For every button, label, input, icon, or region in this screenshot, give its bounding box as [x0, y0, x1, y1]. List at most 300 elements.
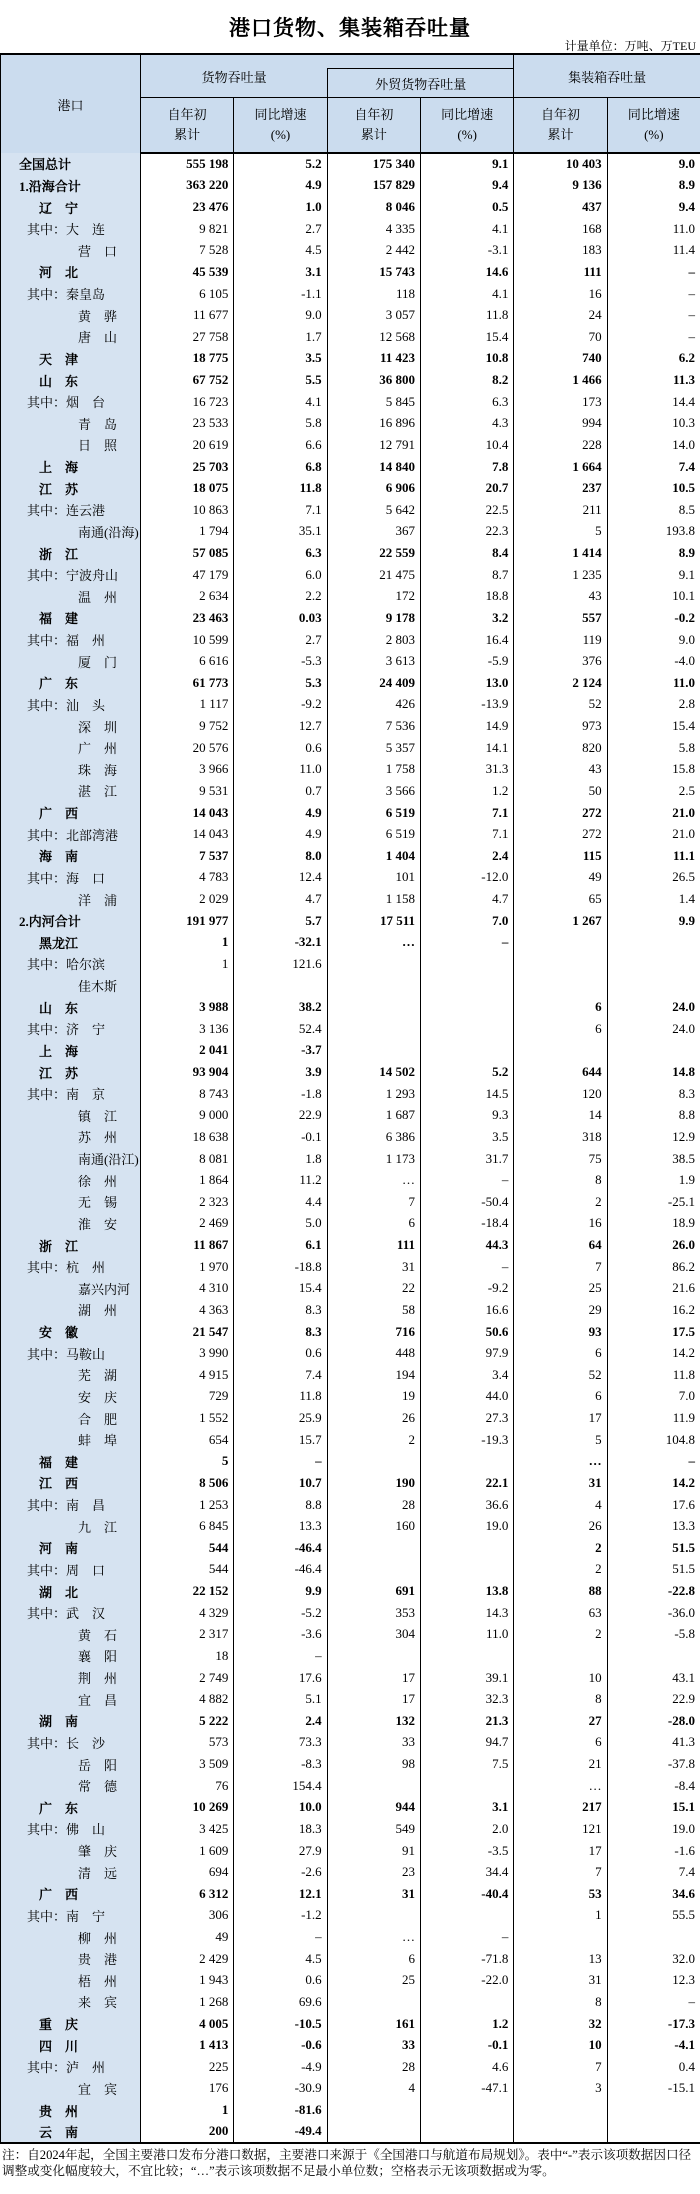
- value-cell: 70: [514, 326, 607, 348]
- value-cell: 4.9: [234, 823, 327, 845]
- value-cell: 61 773: [141, 672, 234, 694]
- value-cell: 22.5: [421, 499, 514, 521]
- table-row: [1, 953, 700, 975]
- value-cell: 26: [327, 1407, 420, 1429]
- value-cell: [421, 1991, 514, 2013]
- value-cell: 5 222: [141, 1710, 234, 1732]
- value-cell: 4.9: [234, 802, 327, 824]
- value-cell: 1 293: [327, 1083, 420, 1105]
- port-name: 其中：连云港: [1, 499, 141, 521]
- table-row: [1, 1234, 700, 1256]
- value-cell: 2: [514, 1624, 607, 1646]
- value-cell: 8.7: [421, 564, 514, 586]
- table-row: [1, 867, 700, 889]
- port-name: 常 德: [1, 1775, 141, 1797]
- port-name: 海 南: [1, 845, 141, 867]
- value-cell: 23 476: [141, 196, 234, 218]
- port-name: 宜 宾: [1, 2078, 141, 2100]
- value-cell: 1 758: [327, 759, 420, 781]
- value-cell: 19.0: [607, 1818, 700, 1840]
- table-row: [1, 1083, 700, 1105]
- value-cell: 2.7: [234, 629, 327, 651]
- value-cell: 13.3: [607, 1515, 700, 1537]
- value-cell: 43.1: [607, 1667, 700, 1689]
- value-cell: 1.2: [421, 2013, 514, 2035]
- value-cell: 3.5: [421, 1126, 514, 1148]
- value-cell: 1 173: [327, 1148, 420, 1170]
- port-name: 广 西: [1, 1883, 141, 1905]
- value-cell: 4 882: [141, 1688, 234, 1710]
- value-cell: 1.7: [234, 326, 327, 348]
- value-cell: -9.2: [234, 694, 327, 716]
- port-name: 其中：佛 山: [1, 1818, 141, 1840]
- port-name: 重 庆: [1, 2013, 141, 2035]
- value-cell: 5: [141, 1451, 234, 1473]
- value-cell: 21: [514, 1753, 607, 1775]
- table-row: [1, 1364, 700, 1386]
- value-cell: 13.3: [234, 1515, 327, 1537]
- value-cell: 10: [514, 2034, 607, 2056]
- value-cell: 16.4: [421, 629, 514, 651]
- table-row: [1, 1580, 700, 1602]
- value-cell: 5.3: [234, 672, 327, 694]
- table-row: [1, 607, 700, 629]
- port-name: 全国总计: [1, 153, 141, 175]
- value-cell: 7: [514, 1861, 607, 1883]
- value-cell: 0.6: [234, 1342, 327, 1364]
- value-cell: 28: [327, 2056, 420, 2078]
- value-cell: 118: [327, 283, 420, 305]
- value-cell: 237: [514, 477, 607, 499]
- value-cell: -13.9: [421, 694, 514, 716]
- value-cell: 6: [514, 1018, 607, 1040]
- value-cell: 1 466: [514, 369, 607, 391]
- value-cell: 76: [141, 1775, 234, 1797]
- table-row: [1, 1775, 700, 1797]
- value-cell: 17.6: [607, 1494, 700, 1516]
- value-cell: [327, 1991, 420, 2013]
- port-name: 山 东: [1, 369, 141, 391]
- value-cell: 6: [514, 1732, 607, 1754]
- value-cell: 26: [514, 1515, 607, 1537]
- value-cell: 7: [514, 2056, 607, 2078]
- value-cell: 18.9: [607, 1213, 700, 1235]
- value-cell: -0.1: [234, 1126, 327, 1148]
- value-cell: 1 943: [141, 1970, 234, 1992]
- value-cell: 27.3: [421, 1407, 514, 1429]
- port-name: 安 徽: [1, 1321, 141, 1343]
- value-cell: 183: [514, 240, 607, 262]
- value-cell: 8.9: [607, 175, 700, 197]
- value-cell: 13: [514, 1948, 607, 1970]
- value-cell: 0.5: [421, 196, 514, 218]
- value-cell: 2: [514, 1191, 607, 1213]
- value-cell: [327, 1905, 420, 1927]
- table-row: [1, 888, 700, 910]
- value-cell: 4.9: [234, 175, 327, 197]
- table-row: [1, 1883, 700, 1905]
- value-cell: 6.6: [234, 434, 327, 456]
- throughput-table: [0, 53, 700, 2144]
- value-cell: 1.9: [607, 1169, 700, 1191]
- unit-note: 计量单位：万吨、万TEU: [564, 39, 696, 53]
- value-cell: [327, 2099, 420, 2121]
- value-cell: 2: [514, 1537, 607, 1559]
- value-cell: 4 005: [141, 2013, 234, 2035]
- value-cell: 0.7: [234, 780, 327, 802]
- value-cell: 88: [514, 1580, 607, 1602]
- value-cell: 17: [514, 1840, 607, 1862]
- value-cell: 15.1: [607, 1797, 700, 1819]
- value-cell: [607, 2121, 700, 2143]
- value-cell: 191 977: [141, 910, 234, 932]
- value-cell: 4 335: [327, 218, 420, 240]
- table-row: [1, 2121, 700, 2143]
- port-name: 福 建: [1, 607, 141, 629]
- value-cell: 12.9: [607, 1126, 700, 1148]
- value-cell: 6.2: [607, 348, 700, 370]
- value-cell: 211: [514, 499, 607, 521]
- value-cell: 0.6: [234, 1970, 327, 1992]
- value-cell: –: [607, 1991, 700, 2013]
- value-cell: 10 599: [141, 629, 234, 651]
- value-cell: 14.9: [421, 715, 514, 737]
- value-cell: 9 752: [141, 715, 234, 737]
- value-cell: [514, 2121, 607, 2143]
- value-cell: 10.7: [234, 1472, 327, 1494]
- value-cell: 24.0: [607, 996, 700, 1018]
- table-row: [1, 802, 700, 824]
- port-name: 云 南: [1, 2121, 141, 2143]
- value-cell: 49: [514, 867, 607, 889]
- value-cell: 2 323: [141, 1191, 234, 1213]
- value-cell: 3.1: [234, 261, 327, 283]
- value-cell: -1.6: [607, 1840, 700, 1862]
- port-name: 佳木斯: [1, 975, 141, 997]
- port-name: 湖 州: [1, 1299, 141, 1321]
- value-cell: -1.8: [234, 1083, 327, 1105]
- value-cell: 6.1: [234, 1234, 327, 1256]
- port-name: 岳 阳: [1, 1753, 141, 1775]
- value-cell: 6: [327, 1948, 420, 1970]
- table-row: [1, 1667, 700, 1689]
- value-cell: -10.5: [234, 2013, 327, 2035]
- value-cell: 11.0: [607, 672, 700, 694]
- value-cell: [607, 1926, 700, 1948]
- value-cell: -3.6: [234, 1624, 327, 1646]
- value-cell: 1 117: [141, 694, 234, 716]
- port-name: 其中：北部湾港: [1, 823, 141, 845]
- port-name: 浙 江: [1, 1234, 141, 1256]
- value-cell: 104.8: [607, 1429, 700, 1451]
- value-cell: -5.8: [607, 1624, 700, 1646]
- value-cell: 367: [327, 521, 420, 543]
- value-cell: 1: [141, 2099, 234, 2121]
- port-name: 镇 江: [1, 1105, 141, 1127]
- port-name: 其中：济 宁: [1, 1018, 141, 1040]
- table-row: [1, 1342, 700, 1364]
- value-cell: -0.2: [607, 607, 700, 629]
- value-cell: 7: [327, 1191, 420, 1213]
- value-cell: 448: [327, 1342, 420, 1364]
- value-cell: 7.0: [607, 1386, 700, 1408]
- value-cell: 15.4: [234, 1278, 327, 1300]
- value-cell: 1: [141, 932, 234, 954]
- value-cell: 21.0: [607, 823, 700, 845]
- table-row: [1, 1905, 700, 1927]
- table-row: [1, 434, 700, 456]
- value-cell: …: [514, 1451, 607, 1473]
- value-cell: 12.3: [607, 1970, 700, 1992]
- value-cell: …: [514, 1775, 607, 1797]
- value-cell: 168: [514, 218, 607, 240]
- value-cell: -32.1: [234, 932, 327, 954]
- table-row: [1, 1688, 700, 1710]
- value-cell: 18.8: [421, 586, 514, 608]
- value-cell: –: [607, 283, 700, 305]
- value-cell: 10.3: [607, 413, 700, 435]
- value-cell: 15.8: [607, 759, 700, 781]
- value-cell: 9 821: [141, 218, 234, 240]
- value-cell: 4: [514, 1494, 607, 1516]
- value-cell: 10: [514, 1667, 607, 1689]
- value-cell: –: [607, 326, 700, 348]
- value-cell: 3 966: [141, 759, 234, 781]
- port-name: 温 州: [1, 586, 141, 608]
- value-cell: 193.8: [607, 521, 700, 543]
- value-cell: -3.5: [421, 1840, 514, 1862]
- value-cell: 9 531: [141, 780, 234, 802]
- table-row: [1, 586, 700, 608]
- port-name: 其中：福 州: [1, 629, 141, 651]
- value-cell: 17: [327, 1688, 420, 1710]
- table-row: [1, 1191, 700, 1213]
- value-cell: 9.9: [607, 910, 700, 932]
- value-cell: 21 475: [327, 564, 420, 586]
- table-row: [1, 456, 700, 478]
- value-cell: 1 687: [327, 1105, 420, 1127]
- table-row: [1, 1559, 700, 1581]
- value-cell: 1 253: [141, 1494, 234, 1516]
- value-cell: -17.3: [607, 2013, 700, 2035]
- value-cell: 28: [327, 1494, 420, 1516]
- value-cell: 10.5: [607, 477, 700, 499]
- port-name: 山 东: [1, 996, 141, 1018]
- table-row: [1, 1797, 700, 1819]
- value-cell: –: [421, 932, 514, 954]
- value-cell: 115: [514, 845, 607, 867]
- value-cell: 8 743: [141, 1083, 234, 1105]
- value-cell: 1 268: [141, 1991, 234, 2013]
- table-row: [1, 1602, 700, 1624]
- value-cell: 18 775: [141, 348, 234, 370]
- table-row: [1, 240, 700, 262]
- value-cell: 34.4: [421, 1861, 514, 1883]
- header-foreign-trade-throughput: [327, 54, 514, 98]
- value-cell: -4.1: [607, 2034, 700, 2056]
- value-cell: 8 081: [141, 1148, 234, 1170]
- value-cell: 18.3: [234, 1818, 327, 1840]
- value-cell: 26.0: [607, 1234, 700, 1256]
- value-cell: [327, 1040, 420, 1062]
- port-name: 其中：长 沙: [1, 1732, 141, 1754]
- value-cell: [607, 1040, 700, 1062]
- table-row: [1, 413, 700, 435]
- table-row: [1, 1299, 700, 1321]
- port-name: 九 江: [1, 1515, 141, 1537]
- value-cell: 172: [327, 586, 420, 608]
- value-cell: 157 829: [327, 175, 420, 197]
- value-cell: 7 528: [141, 240, 234, 262]
- table-body: [1, 153, 700, 2143]
- value-cell: 3 509: [141, 1753, 234, 1775]
- value-cell: 14 043: [141, 802, 234, 824]
- port-name: 江 苏: [1, 1061, 141, 1083]
- value-cell: 694: [141, 1861, 234, 1883]
- value-cell: 9.1: [421, 153, 514, 175]
- value-cell: 544: [141, 1537, 234, 1559]
- port-name: 来 宾: [1, 1991, 141, 2013]
- value-cell: [327, 1775, 420, 1797]
- value-cell: 2.4: [234, 1710, 327, 1732]
- value-cell: [514, 953, 607, 975]
- port-name: 其中：哈尔滨: [1, 953, 141, 975]
- value-cell: 6: [514, 1386, 607, 1408]
- value-cell: –: [234, 1645, 327, 1667]
- value-cell: 194: [327, 1364, 420, 1386]
- value-cell: 9.4: [607, 196, 700, 218]
- value-cell: [607, 1645, 700, 1667]
- port-name: 青 岛: [1, 413, 141, 435]
- value-cell: 15 743: [327, 261, 420, 283]
- value-cell: 7.8: [421, 456, 514, 478]
- value-cell: -5.2: [234, 1602, 327, 1624]
- port-name: 南通(沿江): [1, 1148, 141, 1170]
- value-cell: 5: [514, 1429, 607, 1451]
- value-cell: -28.0: [607, 1710, 700, 1732]
- value-cell: 5 642: [327, 499, 420, 521]
- value-cell: 52: [514, 1364, 607, 1386]
- port-name: 肇 庆: [1, 1840, 141, 1862]
- value-cell: 5.2: [421, 1061, 514, 1083]
- value-cell: 1 235: [514, 564, 607, 586]
- value-cell: 50: [514, 780, 607, 802]
- value-cell: -15.1: [607, 2078, 700, 2100]
- table-row: [1, 1429, 700, 1451]
- value-cell: 8.8: [607, 1105, 700, 1127]
- value-cell: 111: [514, 261, 607, 283]
- value-cell: -50.4: [421, 1191, 514, 1213]
- value-cell: 50.6: [421, 1321, 514, 1343]
- value-cell: 23 533: [141, 413, 234, 435]
- value-cell: 57 085: [141, 542, 234, 564]
- value-cell: 31.3: [421, 759, 514, 781]
- table-row: [1, 1472, 700, 1494]
- value-cell: 2 041: [141, 1040, 234, 1062]
- value-cell: 10.8: [421, 348, 514, 370]
- port-name: 四 川: [1, 2034, 141, 2056]
- table-row: [1, 1278, 700, 1300]
- value-cell: 2.2: [234, 586, 327, 608]
- value-cell: 33: [327, 2034, 420, 2056]
- value-cell: 2 429: [141, 1948, 234, 1970]
- port-name: 黄 骅: [1, 304, 141, 326]
- value-cell: 121: [514, 1818, 607, 1840]
- value-cell: -4.0: [607, 650, 700, 672]
- value-cell: 45 539: [141, 261, 234, 283]
- table-row: [1, 910, 700, 932]
- port-name: 其中：泸 州: [1, 2056, 141, 2078]
- value-cell: 8.3: [234, 1299, 327, 1321]
- value-cell: 7.4: [607, 1861, 700, 1883]
- value-cell: 14.0: [607, 434, 700, 456]
- port-name: 苏 州: [1, 1126, 141, 1148]
- value-cell: 1 970: [141, 1256, 234, 1278]
- value-cell: -1.2: [234, 1905, 327, 1927]
- value-cell: 2: [514, 1559, 607, 1581]
- value-cell: 119: [514, 629, 607, 651]
- value-cell: 973: [514, 715, 607, 737]
- value-cell: 217: [514, 1797, 607, 1819]
- value-cell: -18.4: [421, 1213, 514, 1235]
- table-row: [1, 1818, 700, 1840]
- value-cell: –: [607, 304, 700, 326]
- value-cell: 23 463: [141, 607, 234, 629]
- port-name: 其中：宁波舟山: [1, 564, 141, 586]
- value-cell: 32.0: [607, 1948, 700, 1970]
- value-cell: [421, 1537, 514, 1559]
- port-name: 其中：南 宁: [1, 1905, 141, 1927]
- value-cell: 4.7: [421, 888, 514, 910]
- value-cell: 5 357: [327, 737, 420, 759]
- value-cell: 6 386: [327, 1126, 420, 1148]
- value-cell: -18.8: [234, 1256, 327, 1278]
- table-row: [1, 521, 700, 543]
- value-cell: 11.8: [234, 477, 327, 499]
- value-cell: 38.2: [234, 996, 327, 1018]
- value-cell: 16 723: [141, 391, 234, 413]
- value-cell: 1 864: [141, 1169, 234, 1191]
- value-cell: [514, 1040, 607, 1062]
- foreign-trade-label: 外贸货物吞吐量: [327, 68, 513, 97]
- value-cell: 16 896: [327, 413, 420, 435]
- value-cell: –: [234, 1926, 327, 1948]
- table-row: [1, 1386, 700, 1408]
- value-cell: 73.3: [234, 1732, 327, 1754]
- value-cell: 557: [514, 607, 607, 629]
- value-cell: 12.1: [234, 1883, 327, 1905]
- table-row: [1, 2099, 700, 2121]
- value-cell: [327, 2121, 420, 2143]
- value-cell: 5: [514, 521, 607, 543]
- value-cell: …: [327, 1169, 420, 1191]
- port-name: 其中：烟 台: [1, 391, 141, 413]
- value-cell: 5.2: [234, 153, 327, 175]
- value-cell: 24: [514, 304, 607, 326]
- value-cell: [421, 2099, 514, 2121]
- port-name: 蚌 埠: [1, 1429, 141, 1451]
- value-cell: 272: [514, 823, 607, 845]
- value-cell: 93 904: [141, 1061, 234, 1083]
- value-cell: 8.8: [234, 1494, 327, 1516]
- value-cell: 69.6: [234, 1991, 327, 2013]
- table-row: [1, 694, 700, 716]
- value-cell: 1.8: [234, 1148, 327, 1170]
- value-cell: 555 198: [141, 153, 234, 175]
- value-cell: [607, 932, 700, 954]
- table-row: [1, 932, 700, 954]
- value-cell: [514, 1645, 607, 1667]
